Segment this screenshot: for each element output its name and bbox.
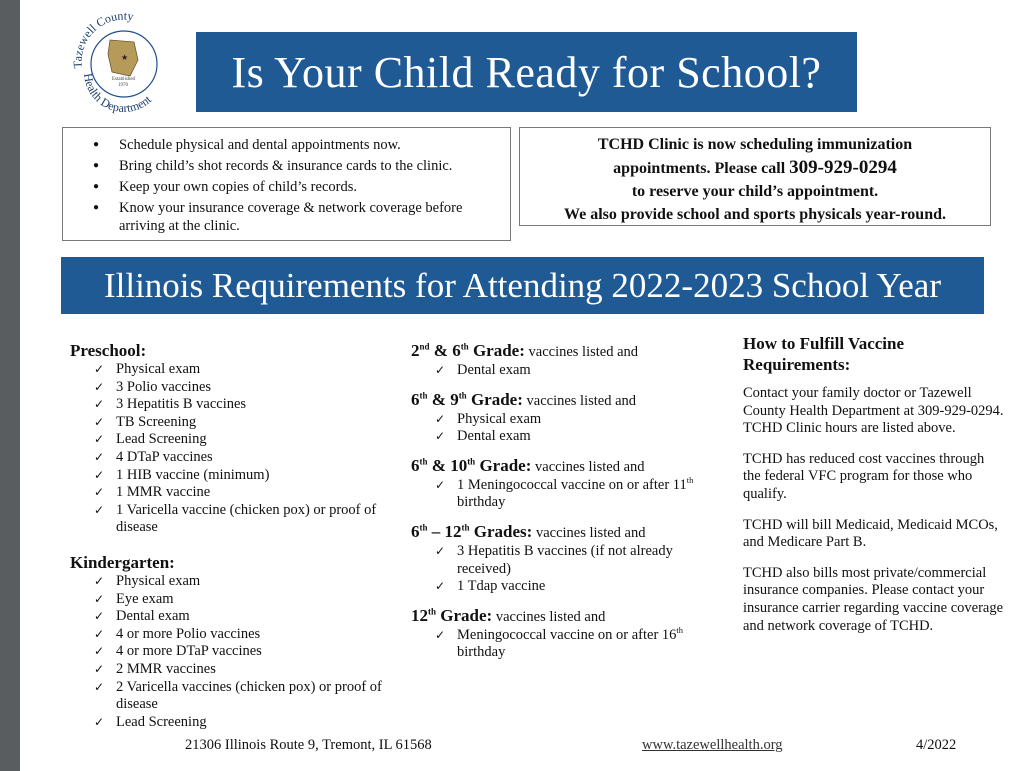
footer-address: 21306 Illinois Route 9, Tremont, IL 61568 <box>185 737 432 753</box>
list-item: ✓ Physical exam <box>94 573 390 591</box>
list-item: ✓ Dental exam <box>94 608 390 626</box>
list-item: ✓ Lead Screening <box>94 714 390 732</box>
svg-text:Tazewell County: Tazewell County <box>70 10 135 69</box>
list-item: ✓ 1 MMR vaccine <box>94 484 390 502</box>
grade-6-10-heading: 6th & 10th Grade: vaccines listed and <box>411 455 645 475</box>
tip-item: ● Bring child’s shot records & insurance cards to the clinic. <box>93 157 500 175</box>
list-item: ✓ Meningococcal vaccine on or after 16th birthday <box>435 627 711 662</box>
tip-item: ● Keep your own copies of child’s records. <box>93 178 500 196</box>
list-item: ✓ Physical exam <box>435 411 711 429</box>
grade-2-6-heading: 2nd & 6th Grade: vaccines listed and <box>411 341 639 360</box>
column-preschool-kindergarten <box>70 341 390 731</box>
clinic-phone: 309-929-0294 <box>789 157 897 178</box>
grade-6-9-heading: 6th & 9th Grade: vaccines listed and <box>411 389 637 409</box>
fulfill-heading: How to Fulfill Vaccine Requirements: <box>743 334 905 374</box>
list-item: ✓ 3 Hepatitis B vaccines (if not already received) <box>435 543 711 578</box>
grade-6-12-heading: 6th – 12th Grades: vaccines listed and <box>411 521 646 541</box>
svg-text:1970: 1970 <box>118 83 128 88</box>
column-grades <box>411 341 711 662</box>
fulfill-paragraph: TCHD has reduced cost vaccines through the federal VFC program for those who qualify. <box>743 450 985 502</box>
fulfill-paragraph: Contact your family doctor or Tazewell County Health Department at 309-929-0294. TCHD Clinic hours are listed above. <box>743 385 1004 437</box>
fulfill-paragraph: TCHD also bills most private/commercial insurance companies. Please contact your insurance carrier regarding vaccine coverage and network coverage of TCHD. <box>743 564 1004 634</box>
tazewell-health-logo <box>68 10 176 114</box>
page-title: Is Your Child Ready for School? <box>196 32 857 112</box>
list-item: ✓ TB Screening <box>94 414 390 432</box>
list-item: ✓ 4 or more DTaP vaccines <box>94 643 390 661</box>
tip-item: ● Schedule physical and dental appointments now. <box>93 136 500 154</box>
list-item: ✓ Lead Screening <box>94 431 390 449</box>
grade-6-12-list <box>435 543 711 596</box>
grade-6-9-list <box>435 411 711 446</box>
list-item: ✓ 1 Tdap vaccine <box>435 578 711 596</box>
list-item: ✓ 1 Meningococcal vaccine on or after 11th birthday <box>435 477 711 512</box>
tips-box <box>62 127 511 241</box>
clinic-line: to reserve your child’s appointment. <box>631 183 879 200</box>
grade-12-list <box>435 624 711 662</box>
list-item: ✓ Dental exam <box>435 362 711 380</box>
list-item: ✓ 2 Varicella vaccines (chicken pox) or proof of disease <box>94 679 390 714</box>
preschool-heading: Preschool: <box>70 341 147 360</box>
svg-text:Health Department: Health Department <box>80 72 155 114</box>
list-item: ✓ 3 Polio vaccines <box>94 379 390 397</box>
svg-text:Established: Established <box>112 77 136 82</box>
footer-date: 4/2022 <box>916 737 957 753</box>
clinic-line: appointments. Please call 309-929-0294 <box>613 157 897 178</box>
list-item: ✓ 4 DTaP vaccines <box>94 449 390 467</box>
preschool-list <box>94 361 390 537</box>
viewer-left-edge <box>0 0 20 771</box>
clinic-line: TCHD Clinic is now scheduling immunization <box>597 136 913 153</box>
clinic-line: We also provide school and sports physicals year-round. <box>564 206 946 223</box>
footer-website-link[interactable]: www.tazewellhealth.org <box>642 737 783 753</box>
list-item: ✓ Eye exam <box>94 591 390 609</box>
list-item: ✓ Dental exam <box>435 428 711 446</box>
list-item: ✓ 3 Hepatitis B vaccines <box>94 396 390 414</box>
kindergarten-heading: Kindergarten: <box>70 552 175 572</box>
tip-item: ● Know your insurance coverage & network coverage before arriving at the clinic. <box>93 199 500 235</box>
kindergarten-list <box>94 573 390 731</box>
column-fulfill <box>743 333 1005 648</box>
requirements-title: Illinois Requirements for Attending 2022-2023 School Year <box>61 257 984 314</box>
list-item: ✓ Physical exam <box>94 361 390 379</box>
grade-12-heading: 12th Grade: vaccines listed and <box>411 605 606 625</box>
fulfill-paragraph: TCHD will bill Medicaid, Medicaid MCOs, and Medicare Part B. <box>743 516 998 551</box>
list-item: ✓ 2 MMR vaccines <box>94 661 390 679</box>
list-item: ✓ 1 Varicella vaccine (chicken pox) or proof of disease <box>94 502 390 537</box>
svg-text:★: ★ <box>121 53 129 62</box>
list-item: ✓ 4 or more Polio vaccines <box>94 626 390 644</box>
clinic-notice-box <box>519 127 991 226</box>
list-item: ✓ 1 HIB vaccine (minimum) <box>94 467 390 485</box>
grade-2-6-list <box>435 362 711 380</box>
grade-6-10-list <box>435 474 711 512</box>
